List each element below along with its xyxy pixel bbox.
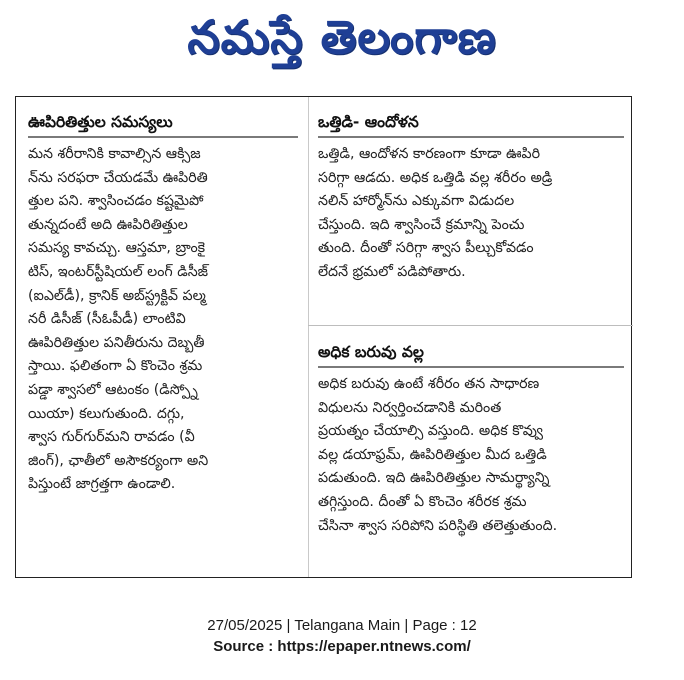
body-line: జింగ్), ఛాతీలో అసౌకర్యంగా అని [28,452,209,469]
heading-rule [28,136,298,138]
section-heading: అధిక బరువు వల్ల [318,343,424,361]
body-line: తున్నదంటే అది ఊపిరితిత్తుల [28,216,188,233]
body-line: సమస్య కావచ్చు. ఆస్తమా, బ్రాంకై [28,240,206,257]
heading-rule [318,136,624,138]
edition-info: 27/05/2025 | Telangana Main | Page : 12 [207,617,477,634]
section-lung-problems [28,111,298,497]
body-line: న్‌ను సరఫరా చేయడమే ఊపిరితి [28,169,208,186]
body-line: తగ్గిస్తుంది. దీంతో ఏ కొంచెం శరీరక శ్రమ [318,493,527,510]
body-line: చేస్తుంది. ఇది శ్వాసించే క్రమాన్ని పెంచు [318,216,525,233]
body-line: సరిగ్గా ఆడదు. అధిక ఒత్తిడి వల్ల శరీరం అడ్రి [318,169,553,186]
body-line: చేసినా శ్వాస సరిపోని పరిస్థితి తలెత్తుతుంది. [318,517,558,534]
heading-rule [318,366,624,368]
section-heading: ఒత్తిడి- ఆందోళన [318,113,419,131]
news-clipping [15,96,632,578]
clip-footer [0,615,684,657]
section-overweight [318,341,624,538]
body-line: పడుతుంది. ఇది ఊపిరితిత్తుల సామర్థ్యాన్ని [318,470,550,487]
source-link[interactable]: Source : https://epaper.ntnews.com/ [213,638,471,655]
section-heading: ఊపిరితిత్తుల సమస్యలు [28,113,173,131]
section-body [318,143,624,285]
body-line: స్తాయి. ఫలితంగా ఏ కొంచెం శ్రమ [28,358,203,375]
body-line: శ్వాస గుర్‌గుర్‌మని రావడం (వీ [28,429,195,446]
body-line: త్తుల పని. శ్వాసించడం కష్టమైపో [28,193,204,210]
body-line: నలిన్ హార్మోన్‌ను ఎక్కువగా విడుదల [318,193,515,210]
masthead [0,0,684,86]
body-line: టిస్, ఇంటర్‌స్టీషియల్ లంగ్ డిసీజ్ [28,263,209,280]
column-divider [308,97,309,577]
section-body [318,373,624,538]
section-divider [308,325,633,326]
body-line: ఊపిరితిత్తుల పనితీరును దెబ్బతీ [28,334,205,351]
body-line: అధిక బరువు ఉంటే శరీరం తన సాధారణ [318,376,540,392]
section-body [28,143,298,497]
body-line: విధులను నిర్వర్తించడానికి మరింత [318,399,502,416]
section-stress-anxiety [318,111,624,285]
body-line: యియా) కలుగుతుంది. దగ్గు, [28,405,185,422]
body-line: ఒత్తిడి, ఆందోళన కారణంగా కూడా ఊపిరి [318,146,541,162]
body-line: వల్ల డయాఫ్రమ్, ఊపిరితిత్తుల మీద ఒత్తిడి [318,446,547,463]
body-line: మన శరీరానికి కావాల్సిన ఆక్సిజ [28,146,201,162]
body-line: లేదనే భ్రమలో పడిపోతారు. [318,263,466,280]
body-line: తుంది. దీంతో సరిగ్గా శ్వాస పీల్చుకోవడం [318,240,534,257]
body-line: నరీ డిసీజ్ (సీఓపీడీ) లాంటివి [28,311,186,328]
body-line: (ఐఎల్‌డీ), క్రానిక్ అబ్‌స్ట్రక్టివ్ పల్మ [28,287,206,304]
body-line: పిస్తుంటే జాగ్రత్తగా ఉండాలి. [28,476,176,493]
body-line: ప్రయత్నం చేయాల్సి వస్తుంది. అధిక కొవ్వు [318,423,544,440]
body-line: పడ్డా శ్వాసలో ఆటంకం (డిస్ప్నో [28,381,198,398]
newspaper-logo: నమస్తే తెలంగాణ [187,10,497,64]
